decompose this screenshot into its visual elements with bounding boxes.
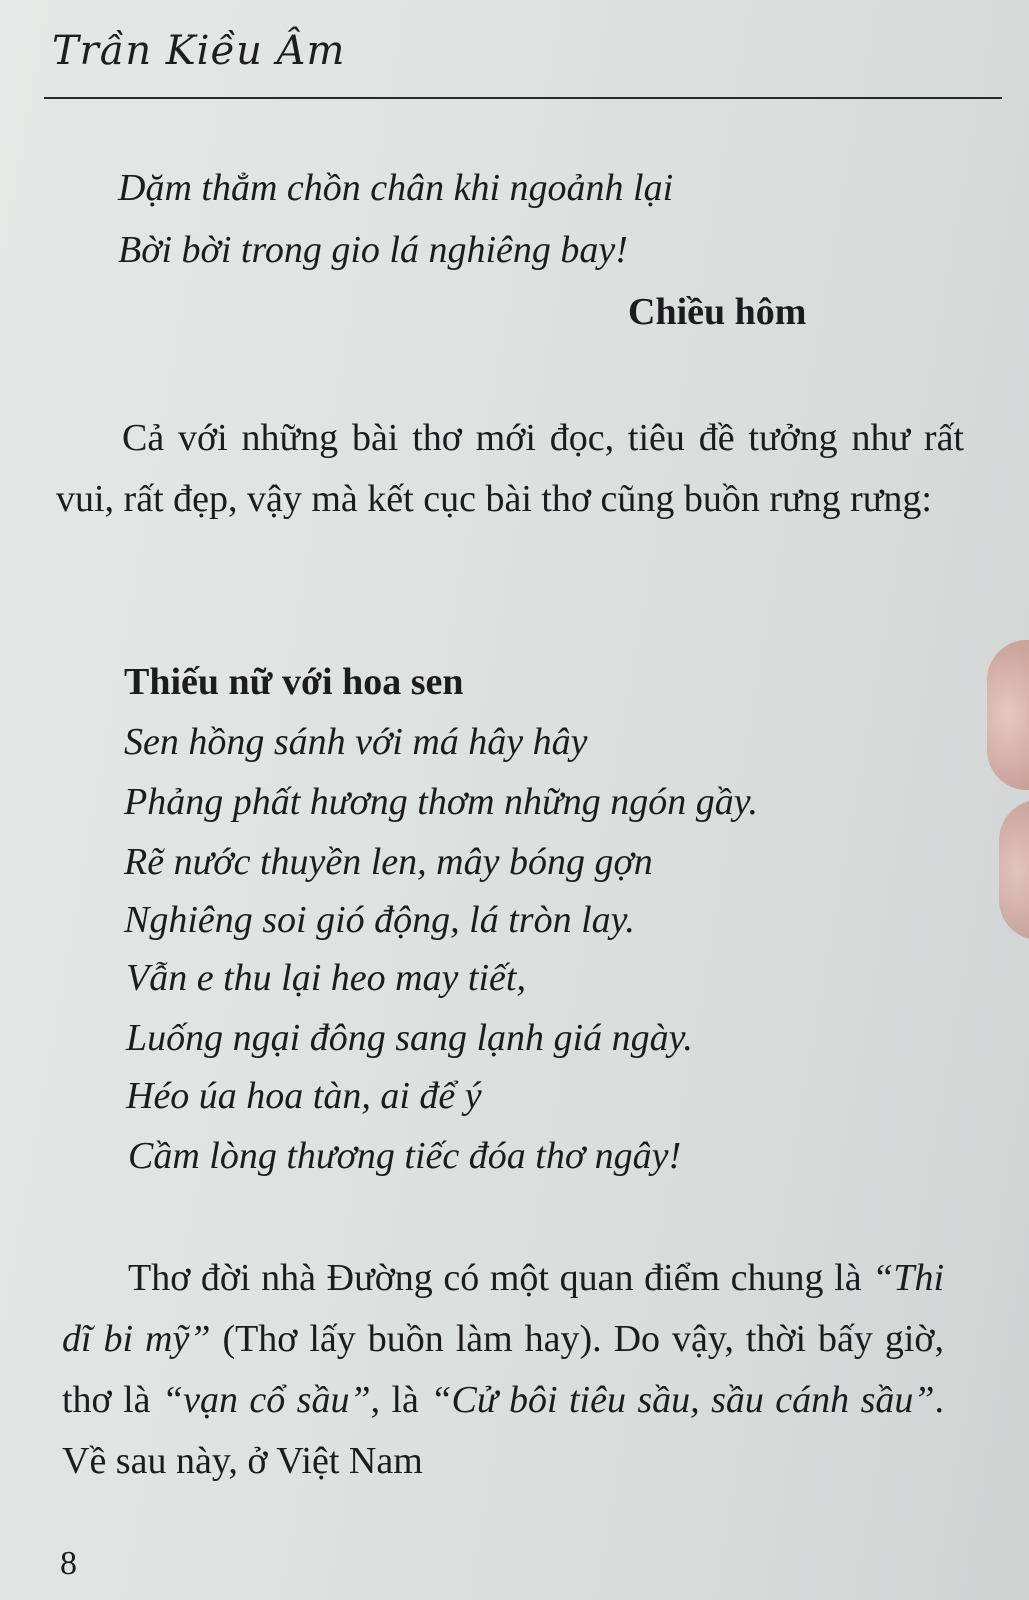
poem-title: Thiếu nữ với hoa sen <box>124 661 464 703</box>
finger-shadow-lower <box>999 800 1029 940</box>
poem-line-1: Sen hồng sánh với má hây hây <box>124 721 588 763</box>
paragraph-2-text-3: , là <box>370 1379 431 1421</box>
poem-line-3: Rẽ nước thuyền len, mây bóng gợn <box>124 841 653 883</box>
finger-shadow <box>987 640 1029 790</box>
intro-poem-line-1: Dặm thẳm chồn chân khi ngoảnh lại <box>118 167 674 209</box>
quote-thi-di-bi-my: “Thi dĩ bi mỹ” <box>62 1257 944 1360</box>
header-rule <box>44 97 1002 99</box>
paragraph-2-text-1: Thơ đời nhà Đường có một quan điểm chung là <box>128 1257 873 1299</box>
poem-line-5: Vẫn e thu lại heo may tiết, <box>126 957 526 999</box>
paragraph-2 <box>62 1248 944 1492</box>
quote-van-co-sau: “vạn cổ sầu” <box>161 1379 371 1421</box>
poem-line-6: Luống ngại đông sang lạnh giá ngày. <box>126 1017 693 1059</box>
paragraph-1: Cả với những bài thơ mới đọc, tiêu đề tưởng như rất vui, rất đẹp, vậy mà kết cục bài thơ cũng buồn rưng rưng: <box>56 417 964 520</box>
intro-poem-line-2: Bời bời trong gio lá nghiêng bay! <box>118 229 628 271</box>
paragraph-2-text-2: (Thơ lấy buồn làm hay). Do vậy, thời bấy giờ, thơ là <box>62 1318 944 1421</box>
poem-line-2: Phảng phất hương thơm những ngón gầy. <box>124 781 759 823</box>
page-number: 8 <box>60 1545 77 1582</box>
paragraph-2-text-4: . Về sau này, ở Việt Nam <box>62 1379 945 1482</box>
poem-line-4: Nghiêng soi gió động, lá tròn lay. <box>124 899 635 941</box>
quote-cu-boi-tieu-sau: “Cử bôi tiêu sầu, sầu cánh sầu” <box>430 1379 935 1421</box>
poem-line-7: Héo úa hoa tàn, ai để ý <box>126 1075 482 1117</box>
running-header-author: Trần Kiều Âm <box>52 28 346 74</box>
intro-poem-title: Chiều hôm <box>628 291 807 333</box>
poem-line-8: Cầm lòng thương tiếc đóa thơ ngây! <box>128 1135 682 1177</box>
